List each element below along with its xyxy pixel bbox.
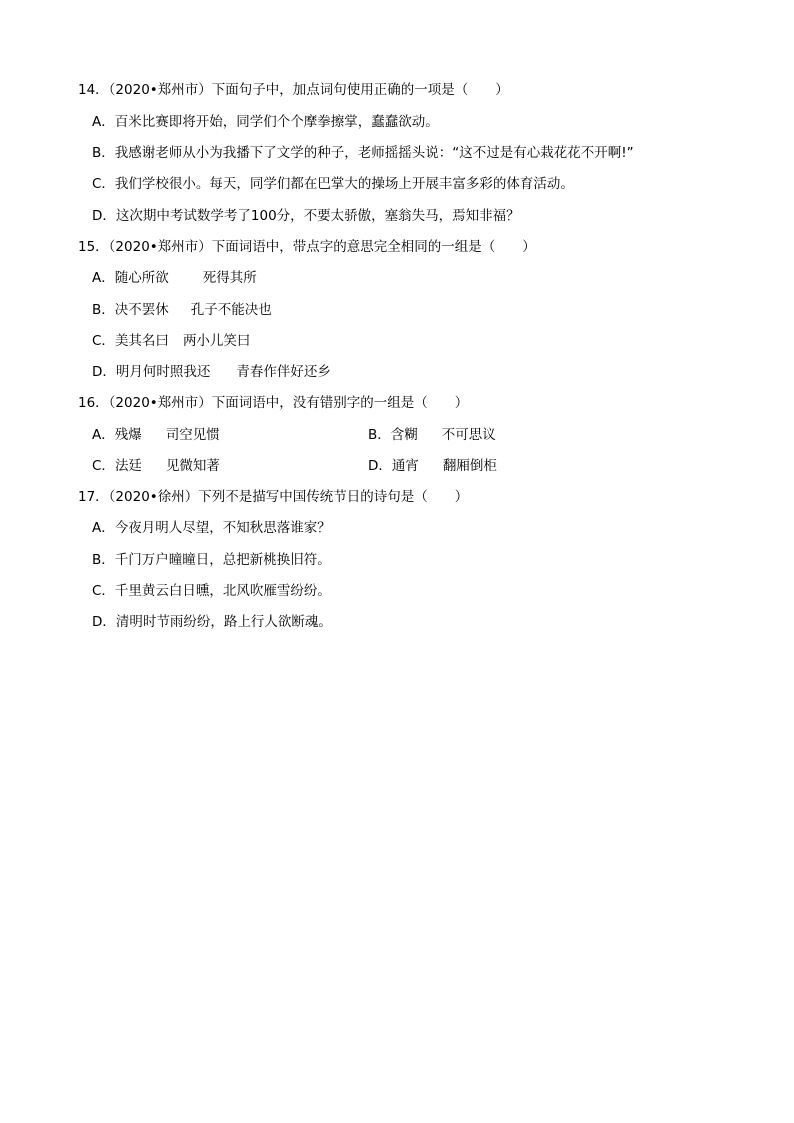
question-15-option-c [92, 331, 250, 351]
question-16-option-a [92, 425, 220, 445]
option-word-2: 孔子不能决也 [190, 302, 272, 318]
option-word-2: 见微知著 [165, 458, 220, 474]
question-14-stem: 14．（2020•郑州市）下面句子中，加点词句使用正确的一项是（ ） [78, 82, 509, 98]
option-letter: D． [368, 458, 392, 474]
option-letter: B． [92, 302, 115, 318]
question-16-option-d [368, 456, 497, 476]
option-word-1: 美其名曰 [114, 333, 169, 349]
question-15-option-d [92, 362, 331, 382]
question-14-option-d: D．这次期中考试数学考了100分，不要太骄傲，塞翁失马，焉知非福？ [92, 208, 520, 224]
question-15-stem: 15．（2020•郑州市）下面词语中，带点字的意思完全相同的一组是（ ） [78, 239, 536, 255]
option-word-2: 两小儿笑曰 [182, 333, 251, 349]
option-word-1: 决不罢休 [114, 302, 169, 318]
option-letter: B． [368, 427, 391, 443]
option-letter: C． [92, 333, 115, 349]
option-word-2: 死得其所 [202, 270, 257, 286]
question-14-option-a: A．百米比赛即将开始，同学们个个摩拳擦掌，蠢蠢欲动。 [92, 114, 439, 130]
question-17-option-a: A．今夜月明人尽望，不知秋思落谁家？ [92, 520, 331, 536]
option-word-1: 含糊 [390, 427, 418, 443]
option-word-2: 青春作伴好还乡 [236, 364, 331, 380]
option-word-1: 随心所欲 [114, 270, 169, 286]
option-letter: A． [92, 270, 115, 286]
question-17-option-d: D．清明时节雨纷纷，路上行人欲断魂。 [92, 614, 332, 630]
question-16-stem: 16．（2020•郑州市）下面词语中，没有错别字的一组是（ ） [78, 395, 469, 411]
question-14-option-c: C．我们学校很小。每天，同学们都在巴掌大的操场上开展丰富多彩的体育活动。 [92, 176, 574, 192]
option-word-1: 法廷 [114, 458, 142, 474]
option-word-1: 明月何时照我还 [115, 364, 211, 380]
question-15-option-b [92, 300, 272, 320]
option-letter: C． [92, 458, 115, 474]
option-word-2: 司空见惯 [165, 427, 220, 443]
question-16-option-b [368, 425, 496, 445]
question-16-option-c [92, 456, 220, 476]
question-17-option-b: B．千门万户曈曈日，总把新桃换旧符。 [92, 552, 331, 568]
option-letter: D． [92, 364, 116, 380]
option-word-1: 残爆 [114, 427, 142, 443]
option-word-2: 不可思议 [441, 427, 496, 443]
question-14-option-b: B．我感谢老师从小为我播下了文学的种子，老师摇摇头说：“这不过是有心栽花花不开啊!” [92, 145, 634, 161]
question-15-option-a [92, 268, 257, 288]
question-17-option-c: C．千里黄云白日曛，北风吹雁雪纷纷。 [92, 583, 331, 599]
option-letter: A． [92, 427, 115, 443]
option-word-2: 翻厢倒柜 [442, 458, 497, 474]
question-17-stem: 17．（2020•徐州）下列不是描写中国传统节日的诗句是（ ） [78, 489, 469, 505]
option-word-1: 通宵 [391, 458, 419, 474]
